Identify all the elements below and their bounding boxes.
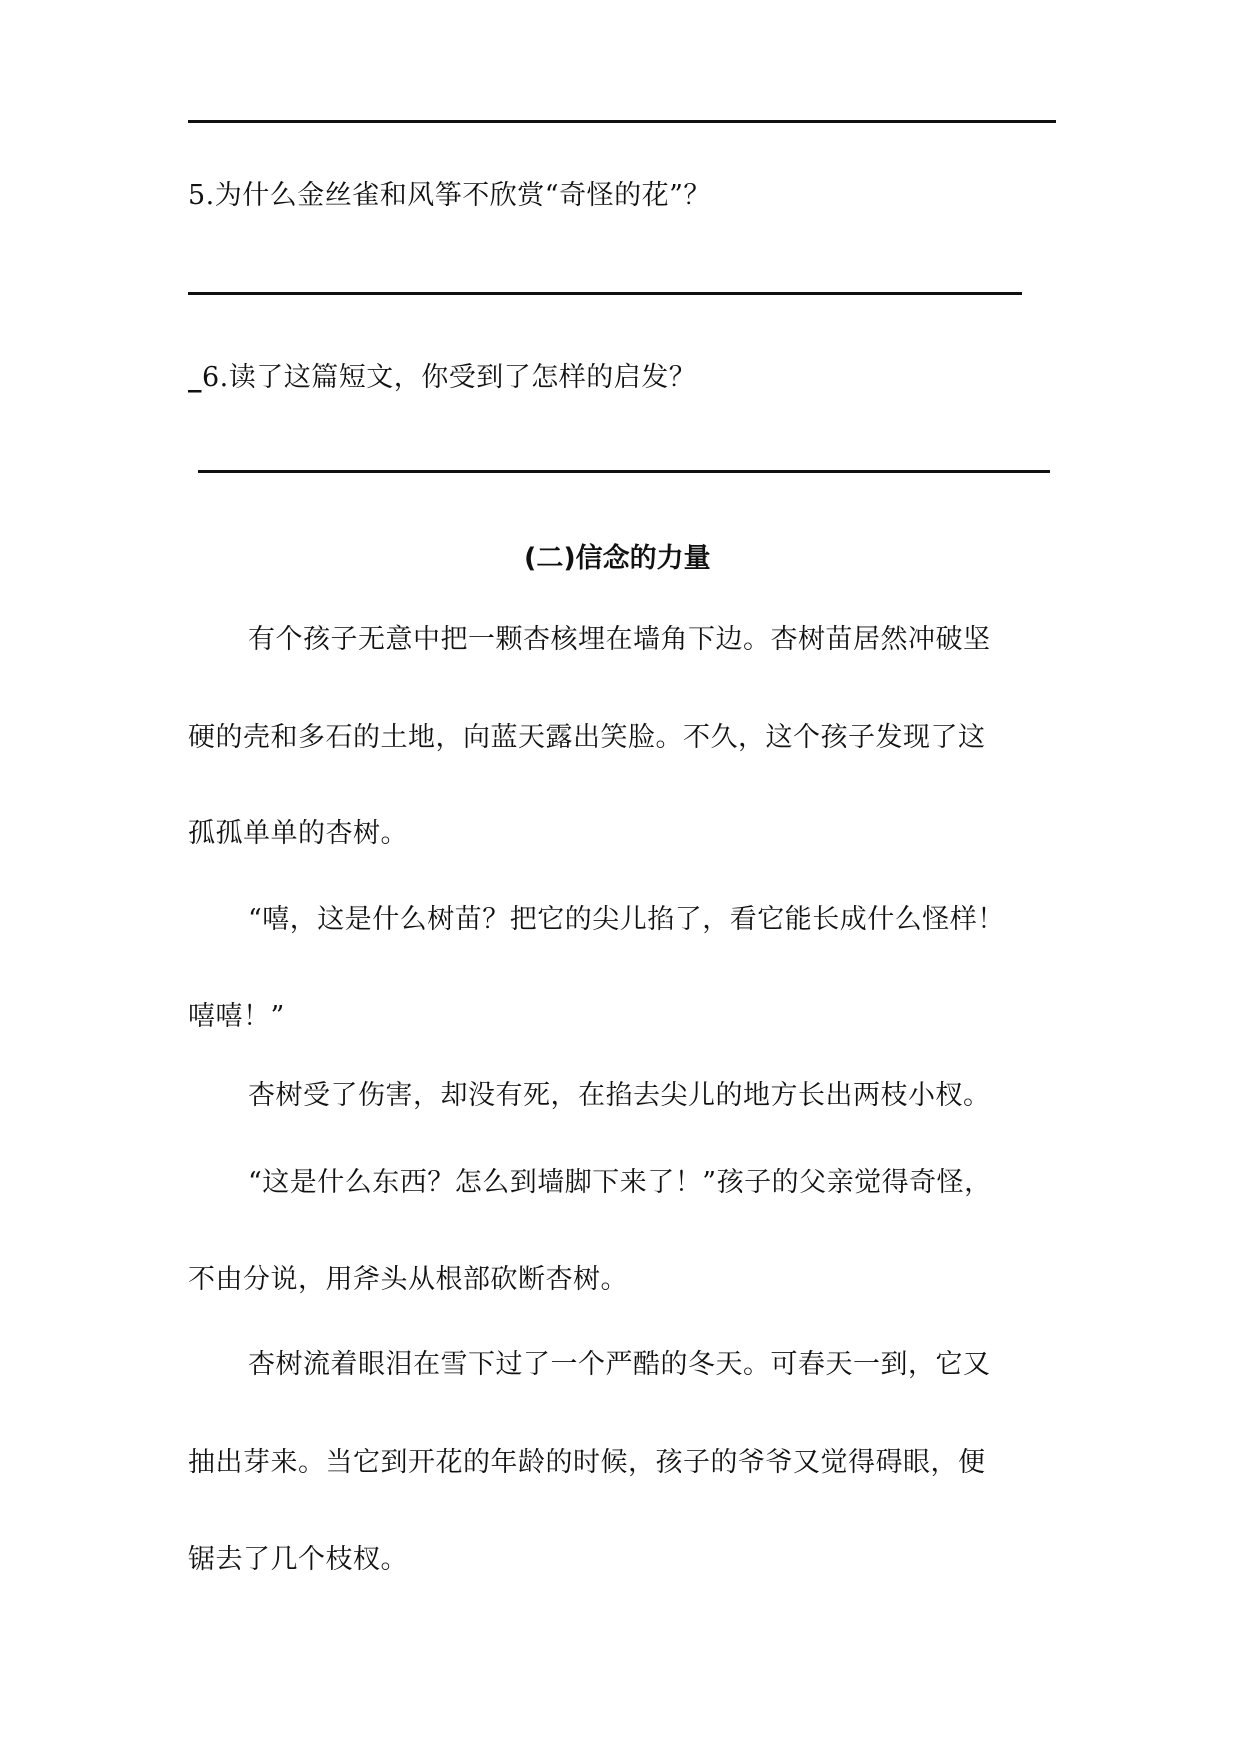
question-6-text: 6.读了这篇短文，你受到了怎样的启发？: [202, 362, 697, 393]
answer-line-6: [198, 470, 1050, 473]
paragraph-line: 有个孩子无意中把一颗杏核埋在墙角下边。杏树苗居然冲破坚: [248, 624, 991, 655]
question-5: 5.为什么金丝雀和风筝不欣赏“奇怪的花”？: [188, 180, 711, 211]
paragraph-line: 杏树受了伤害，却没有死，在掐去尖儿的地方长出两枝小杈。: [248, 1080, 991, 1111]
answer-line-4: [188, 120, 1056, 123]
paragraph-line: 孤孤单单的杏树。: [188, 818, 408, 849]
paragraph-line: “嘻，这是什么树苗？把它的尖儿掐了，看它能长成什么怪样！: [248, 904, 1005, 935]
blank-marker: _: [188, 362, 202, 393]
paragraph-line: 锯去了几个枝杈。: [188, 1544, 408, 1575]
question-6: [188, 358, 696, 398]
answer-line-5: [188, 292, 1022, 295]
paragraph-line: 抽出芽来。当它到开花的年龄的时候，孩子的爷爷又觉得碍眼，便: [188, 1447, 986, 1478]
paragraph-line: 嘻嘻！”: [188, 1001, 285, 1032]
paragraph-line: “这是什么东西？怎么到墙脚下来了！”孩子的父亲觉得奇怪，: [248, 1167, 992, 1198]
paragraph-line: 杏树流着眼泪在雪下过了一个严酷的冬天。可春天一到，它又: [248, 1349, 991, 1380]
paragraph-line: 硬的壳和多石的土地，向蓝天露出笑脸。不久，这个孩子发现了这: [188, 722, 986, 753]
section-title: (二)信念的力量: [524, 543, 711, 574]
paragraph-line: 不由分说，用斧头从根部砍断杏树。: [188, 1264, 628, 1295]
